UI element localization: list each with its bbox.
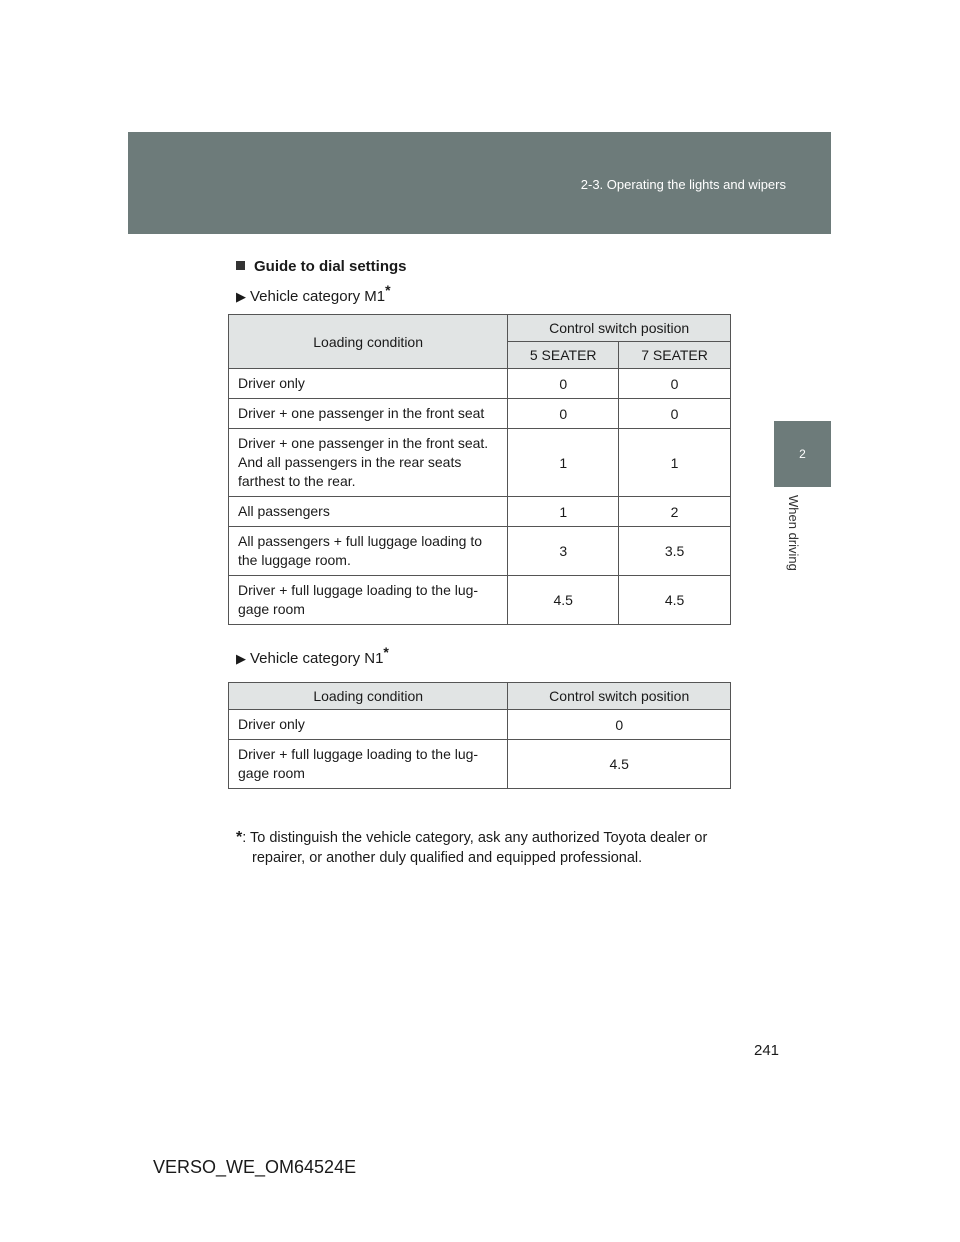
- triangle-bullet-icon: ▶: [236, 651, 246, 666]
- value-5-seater: 1: [508, 497, 619, 527]
- table-row: [229, 740, 731, 789]
- table-row: [229, 399, 731, 429]
- header-band: [128, 132, 831, 234]
- value-5-seater: 1: [508, 429, 619, 497]
- value-7-seater: 1: [619, 429, 731, 497]
- value-5-seater: 3: [508, 527, 619, 576]
- document-code: VERSO_WE_OM64524E: [153, 1157, 357, 1177]
- m1-col-7seater: 7 SEATER: [619, 342, 731, 369]
- table-row: [229, 710, 731, 740]
- m1-col-5seater: 5 SEATER: [508, 342, 619, 369]
- loading-condition: All passengers: [229, 497, 508, 527]
- table-row: [229, 429, 731, 497]
- table-row: [229, 576, 731, 625]
- loading-condition: Driver + full luggage loading to the lug-gage room: [229, 576, 508, 625]
- chapter-tab: [774, 421, 831, 487]
- table-row: [229, 369, 731, 399]
- loading-condition: Driver + one passenger in the front seat. And all passengers in the rear seats farthest to the rear.: [229, 429, 508, 497]
- m1-col-loading: Loading condition: [229, 315, 508, 369]
- value-7-seater: 3.5: [619, 527, 731, 576]
- m1-star: *: [385, 282, 391, 298]
- loading-condition: Driver + full luggage loading to the lug-gage room: [229, 740, 508, 789]
- m1-col-control: Control switch position: [508, 315, 731, 342]
- loading-condition: Driver only: [229, 710, 508, 740]
- m1-heading: [236, 282, 391, 305]
- loading-condition: All passengers + full luggage loading to the luggage room.: [229, 527, 508, 576]
- table-row: [229, 527, 731, 576]
- section-heading: [236, 258, 407, 275]
- value-7-seater: 4.5: [619, 576, 731, 625]
- loading-condition: Driver + one passenger in the front seat: [229, 399, 508, 429]
- n1-col-loading: Loading condition: [229, 683, 508, 710]
- value-7-seater: 0: [619, 369, 731, 399]
- n1-star: *: [383, 644, 389, 660]
- n1-title: Vehicle category N1: [250, 650, 384, 667]
- footnote-line2: repairer, or another duly qualified and equipped professional.: [252, 850, 643, 866]
- section-heading-text: Guide to dial settings: [254, 258, 407, 275]
- n1-heading: [236, 644, 389, 667]
- triangle-bullet-icon: ▶: [236, 289, 246, 304]
- value-5-seater: 0: [508, 369, 619, 399]
- chapter-number: 2: [799, 447, 806, 461]
- control-switch-value: 4.5: [508, 740, 731, 789]
- value-7-seater: 0: [619, 399, 731, 429]
- chapter-label: When driving: [786, 495, 801, 571]
- square-bullet-icon: [236, 261, 245, 270]
- section-title: 2-3. Operating the lights and wipers: [580, 177, 786, 192]
- footnote-star: *: [236, 829, 243, 846]
- n1-col-control: Control switch position: [508, 683, 731, 710]
- n1-table: [228, 682, 731, 789]
- footnote-line1: : To distinguish the vehicle category, ask any authorized Toyota dealer or: [242, 830, 708, 846]
- value-7-seater: 2: [619, 497, 731, 527]
- page-number: 241: [754, 1042, 780, 1059]
- table-row: [229, 497, 731, 527]
- value-5-seater: 4.5: [508, 576, 619, 625]
- footnote: [236, 828, 738, 868]
- m1-table: [228, 314, 731, 625]
- value-5-seater: 0: [508, 399, 619, 429]
- m1-title: Vehicle category M1: [250, 288, 386, 305]
- control-switch-value: 0: [508, 710, 731, 740]
- loading-condition: Driver only: [229, 369, 508, 399]
